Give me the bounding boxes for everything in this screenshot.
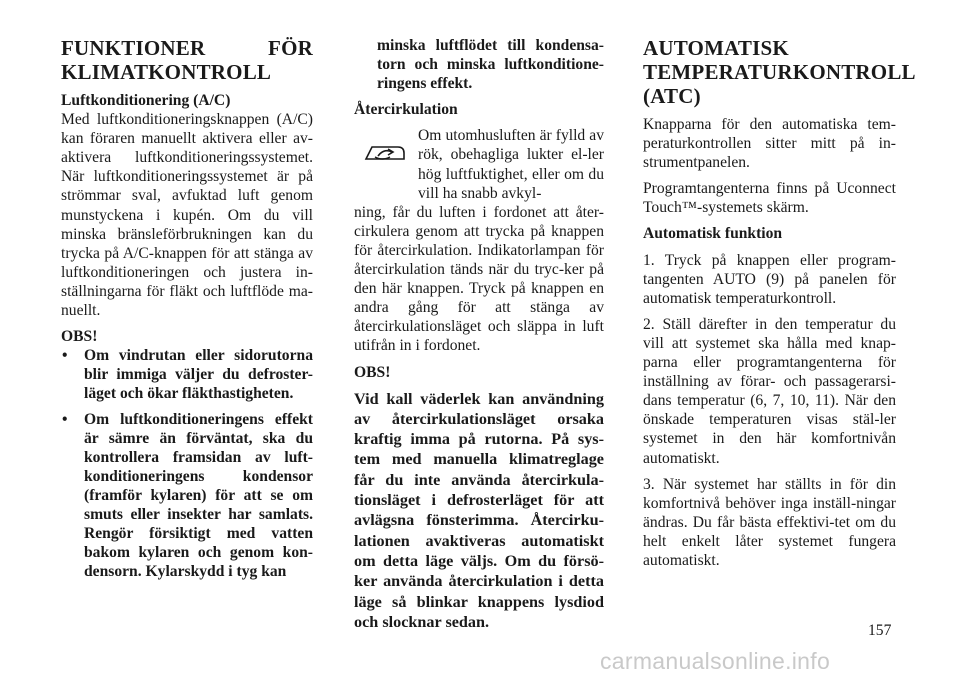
section-heading-climate: FUNKTIONER FÖR KLIMATKONTROLL — [61, 36, 313, 84]
subheading-ac: Luftkonditionering (A/C) — [61, 92, 231, 109]
note-bullet: • Om luftkonditioneringens effekt är sämre än förväntat, ska du kontrollera framsidan av luft-konditioneringens kondensor (framför kylaren) för att se om smuts eller insekter har samlats. Rengör försiktigt med vatten bakom kylaren och genom kon-densorn. Kylarskydd i tyg kan — [61, 410, 313, 582]
paragraph-atc-buttons: Knapparna för den automatiska tem-peraturkontrollen sitter mitt på in-strumentpanelen. — [643, 116, 896, 172]
note-continuation: minska luftflödet till kondensa-torn och minska luftkonditione-ringens effekt. — [377, 37, 604, 93]
note-recirculation: Vid kall väderlek kan användning av återcirkulationsläget orsaka kraftig imma på rutorna. På sys-tem med manuella klimatreglage får du inte använda återcirkula-tionsläget i defrosterläget för att avlägsna fönsterimma. Återcirku-lationen avaktiveras automatiskt om detta läge väljs. Om du försö-ker använda återcirkulation i detta läge så blinkar knappens lysdiod och slocknar sedan. — [354, 389, 604, 631]
step-item: 1. Tryck på knappen eller program-tangenten AUTO (9) på panelen för automatisk temperaturkontroll. — [643, 251, 896, 307]
note-label-2: OBS! — [354, 363, 391, 381]
paragraph-recirculation-intro: Om utomhusluften är fylld av rök, obehagliga lukter el-ler hög luftfuktighet, eller om du vill ha snabb avkyl- — [418, 127, 604, 202]
column-middle — [354, 0, 604, 632]
note-label: OBS! — [61, 328, 98, 346]
column-left — [61, 0, 313, 581]
paragraph-ac: Med luftkonditioneringsknappen (A/C) kan föraren manuellt aktivera eller av-aktivera luftkonditioneringssystemet. När luftkonditioneringssystemet är på strömmar sval, avfuktad luft genom munstyckena i kupén. Om du vill minska bränsleförbrukningen kan du trycka på A/C-knappen för att stänga av luftkonditioneringen och justera in-ställningarna för fläkt och luftflöde ma-nuellt. — [61, 111, 313, 320]
section-heading-atc: AUTOMATISK TEMPERATURKONTROLL (ATC) — [643, 36, 916, 108]
watermark: carmanualsonline.info — [600, 648, 831, 674]
recirculation-block — [354, 126, 604, 202]
note-bullet-list — [61, 346, 313, 581]
paragraph-recirculation: ning, får du luften i fordonet att åter-cirkulera genom att trycka på knappen för återcirkulation. Indikatorlampan för återcirkulation tänds när du tryc-ker på den här knappen. Tryck på knappen en andra gång för att stänga av återcirkulationsläget och släppa in luft utifrån in i fordonet. — [354, 203, 604, 355]
paragraph-atc-softkeys: Programtangenterna finns på Uconnect Touch™-systemets skärm. — [643, 180, 896, 217]
note-bullet: • Om vindrutan eller sidorutorna blir immiga väljer du defroster-läget och ökar fläkthastigheten. — [61, 346, 313, 403]
page-number: 157 — [868, 622, 892, 639]
column-right — [643, 0, 916, 570]
step-item: 2. Ställ därefter in den temperatur du vill att systemet ska hålla med knap-parna eller programtangenterna för inställning av förar- och passagerarsi-dans temperatur (6, 7, 10, 11). När den önskade temperaturen visas stäl-ler systemet in den här komfortnivån automatiskt. — [643, 315, 896, 467]
recirculation-icon — [360, 142, 408, 164]
subheading-auto: Automatisk funktion — [643, 225, 783, 243]
step-item: 3. När systemet har ställts in för din komfortnivå behöver inga inställ-ningar ändras. Du får bästa effektivi-tet om du helt enkelt låter systemet fungera automatiskt. — [643, 475, 896, 569]
subheading-recirculation: Återcirkulation — [354, 101, 458, 119]
